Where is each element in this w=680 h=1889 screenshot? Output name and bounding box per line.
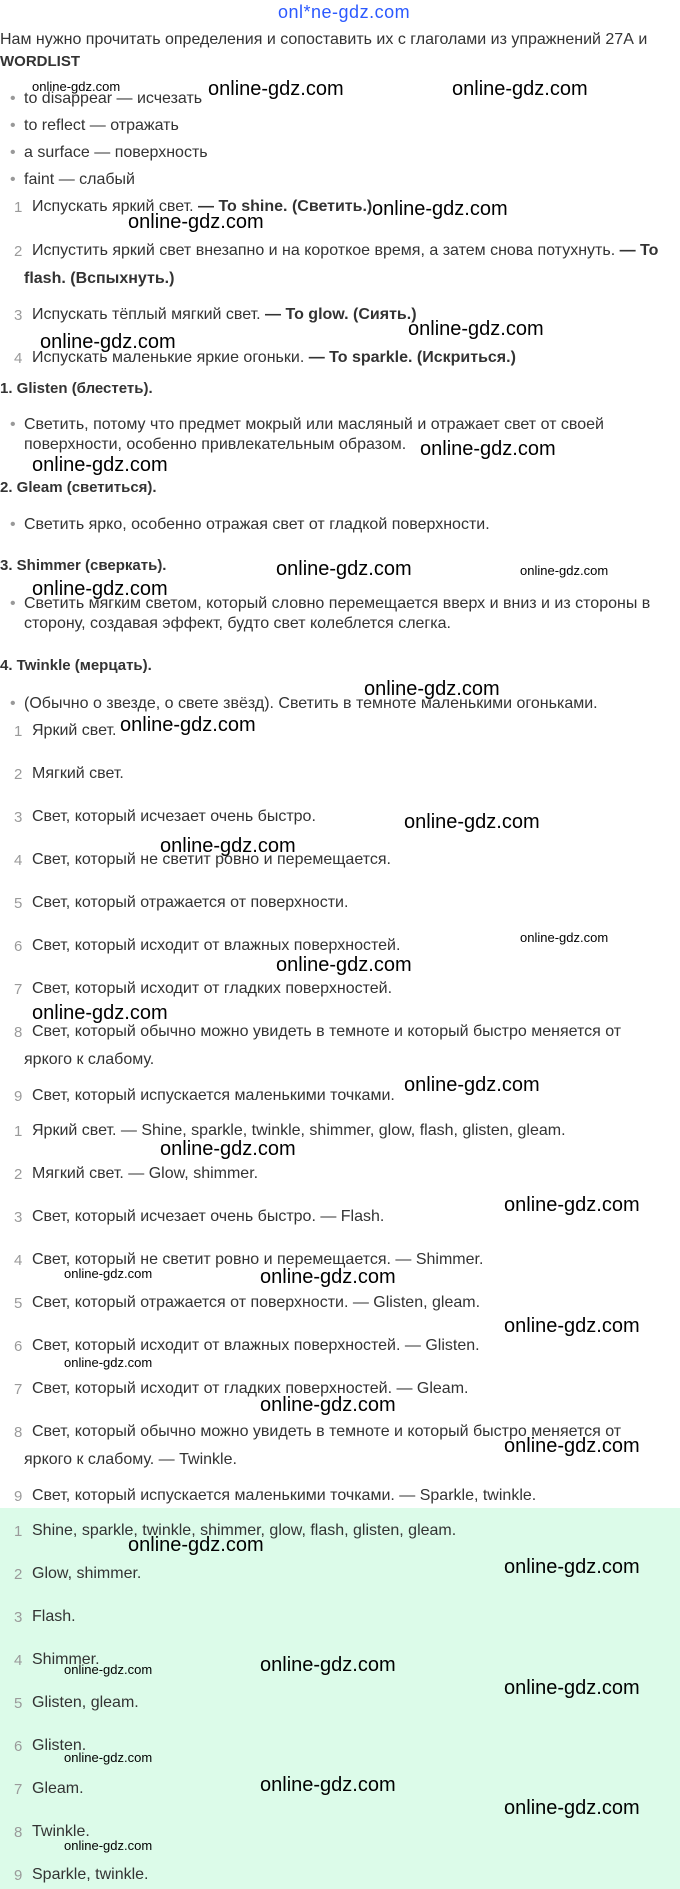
answer-item: Shine, sparkle, twinkle, shimmer, glow, flash, glisten, gleam.	[32, 1522, 457, 1539]
item-number: 8	[14, 1424, 23, 1441]
item-number: 5	[14, 895, 23, 912]
list-item: Свет, который исходит от влажных поверхностей. — Glisten.	[32, 1337, 480, 1354]
list-item: Яркий свет. — Shine, sparkle, twinkle, shimmer, glow, flash, glisten, gleam.	[32, 1122, 566, 1139]
item-number: 3	[14, 1209, 23, 1226]
item-number: 1	[14, 199, 23, 216]
watermark: online-gdz.com	[404, 1074, 540, 1096]
watermark: online-gdz.com	[64, 1266, 153, 1281]
list-item: Свет, который обычно можно увидеть в темноте и который быстро меняется от	[32, 1023, 622, 1040]
verb-heading: 4. Twinkle (мерцать).	[0, 657, 152, 674]
list-item: Свет, который обычно можно увидеть в темноте и который быстро меняется от	[32, 1423, 622, 1440]
item-text: Испускать яркий свет.	[32, 198, 194, 215]
bullet-dot: •	[10, 117, 16, 134]
list-item: Яркий свет.	[32, 722, 117, 739]
item-number: 1	[14, 1123, 23, 1140]
intro-text: Нам нужно прочитать определения и сопоставить их с глаголами из упражнений 27А и	[0, 31, 648, 48]
bullet-dot: •	[10, 516, 16, 533]
item-number: 7	[14, 1781, 23, 1798]
item-number: 3	[14, 1609, 23, 1626]
item-number: 3	[14, 809, 23, 826]
item-number: 9	[14, 1867, 23, 1884]
list-item: a surface — поверхность	[24, 144, 208, 161]
watermark: online-gdz.com	[120, 714, 256, 736]
item-number: 9	[14, 1488, 23, 1505]
item-text: Испускать маленькие яркие огоньки.	[32, 349, 305, 366]
watermark: online-gdz.com	[32, 79, 121, 94]
bullet-dot: •	[10, 90, 16, 107]
list-item: Мягкий свет.	[32, 765, 124, 782]
list-item: faint — слабый	[24, 171, 135, 188]
watermark: online-gdz.com	[32, 1002, 168, 1024]
bullet-dot: •	[10, 595, 16, 612]
intro-wordlist: WORDLIST	[0, 53, 80, 70]
list-item	[32, 237, 658, 265]
watermark: online-gdz.com	[364, 678, 500, 700]
watermark: online-gdz.com	[504, 1677, 640, 1699]
answer-item: Shimmer.	[32, 1651, 100, 1668]
answer-item: Gleam.	[32, 1780, 84, 1797]
list-item: Свет, который исчезает очень быстро. — Flash.	[32, 1208, 385, 1225]
watermark: online-gdz.com	[276, 558, 412, 580]
verb-definition: (Обычно о звезде, о свете звёзд). Светить в темноте маленькими огоньками.	[24, 695, 598, 712]
watermark: online-gdz.com	[504, 1556, 640, 1578]
watermark: online-gdz.com	[408, 318, 544, 340]
item-number: 9	[14, 1088, 23, 1105]
item-number: 4	[14, 852, 23, 869]
watermark: online-gdz.com	[504, 1435, 640, 1457]
verb-definition-cont: поверхности, особенно привлекательным образом.	[24, 436, 407, 453]
watermark: online-gdz.com	[64, 1355, 153, 1370]
verb-definition-cont: сторону, создавая эффект, будто свет колеблется слегка.	[24, 615, 451, 632]
watermark: online-gdz.com	[504, 1194, 640, 1216]
item-answer: — To	[615, 242, 659, 259]
item-number: 4	[14, 1652, 23, 1669]
watermark: online-gdz.com	[520, 563, 609, 578]
item-number: 2	[14, 243, 23, 260]
item-answer-cont: flash. (Вспыхнуть.)	[24, 270, 175, 287]
item-number: 1	[14, 1523, 23, 1540]
watermark: online-gdz.com	[372, 198, 508, 220]
answer-item: Glisten, gleam.	[32, 1694, 139, 1711]
answer-item: Sparkle, twinkle.	[32, 1866, 149, 1883]
item-answer: — To shine. (Светить.)	[193, 198, 373, 215]
watermark: online-gdz.com	[404, 811, 540, 833]
item-number: 5	[14, 1295, 23, 1312]
item-answer: — To glow. (Сиять.)	[260, 306, 417, 323]
verb-heading: 1. Glisten (блестеть).	[0, 380, 153, 397]
watermark: online-gdz.com	[208, 78, 344, 100]
list-item: Мягкий свет. — Glow, shimmer.	[32, 1165, 259, 1182]
item-text: Испустить яркий свет внезапно и на короткое время, а затем снова потухнуть.	[32, 242, 616, 259]
item-number: 4	[14, 350, 23, 367]
answer-item: Flash.	[32, 1608, 76, 1625]
watermark: online-gdz.com	[64, 1662, 153, 1677]
list-item: to reflect — отражать	[24, 117, 179, 134]
bullet-dot: •	[10, 416, 16, 433]
item-number: 6	[14, 1338, 23, 1355]
watermark: online-gdz.com	[64, 1838, 153, 1853]
verb-definition: Светить мягким светом, который словно перемещается вверх и вниз и из стороны в	[24, 595, 651, 612]
item-number: 2	[14, 1166, 23, 1183]
watermark: online-gdz.com	[504, 1797, 640, 1819]
list-item: Свет, который исчезает очень быстро.	[32, 808, 316, 825]
watermark: online-gdz.com	[260, 1394, 396, 1416]
list-item: Свет, который испускается маленькими точками. — Sparkle, twinkle.	[32, 1487, 537, 1504]
list-item: Свет, который испускается маленькими точками.	[32, 1087, 395, 1104]
item-number: 4	[14, 1252, 23, 1269]
watermark: online-gdz.com	[260, 1654, 396, 1676]
item-number: 8	[14, 1824, 23, 1841]
verb-definition: Светить ярко, особенно отражая свет от гладкой поверхности.	[24, 516, 490, 533]
item-number: 5	[14, 1695, 23, 1712]
watermark: online-gdz.com	[260, 1266, 396, 1288]
site-logo[interactable]: onl*ne-gdz.com	[278, 2, 411, 22]
list-item: Свет, который исходит от гладких поверхностей.	[32, 980, 393, 997]
item-number: 3	[14, 307, 23, 324]
item-number: 6	[14, 1738, 23, 1755]
item-number: 7	[14, 981, 23, 998]
item-number: 1	[14, 723, 23, 740]
list-item: Свет, который не светит ровно и перемещается.	[32, 851, 391, 868]
watermark: online-gdz.com	[32, 578, 168, 600]
watermark: online-gdz.com	[160, 1138, 296, 1160]
watermark: online-gdz.com	[504, 1315, 640, 1337]
list-item-cont: яркого к слабому. — Twinkle.	[24, 1451, 237, 1468]
list-item-cont: яркого к слабому.	[24, 1051, 155, 1068]
verb-heading: 2. Gleam (светиться).	[0, 479, 157, 496]
item-answer: — To sparkle. (Искриться.)	[304, 349, 516, 366]
item-text: Испускать тёплый мягкий свет.	[32, 306, 261, 323]
verb-heading: 3. Shimmer (сверкать).	[0, 557, 167, 574]
list-item: Свет, который отражается от поверхности.	[32, 894, 349, 911]
list-item: to disappear — исчезать	[24, 90, 203, 107]
watermark: online-gdz.com	[128, 1534, 264, 1556]
watermark: online-gdz.com	[160, 835, 296, 857]
answer-item: Twinkle.	[32, 1823, 90, 1840]
list-item: Свет, который исходит от влажных поверхностей.	[32, 937, 401, 954]
watermark: online-gdz.com	[260, 1774, 396, 1796]
bullet-dot: •	[10, 144, 16, 161]
watermark: online-gdz.com	[40, 331, 176, 353]
watermark: online-gdz.com	[32, 454, 168, 476]
bullet-dot: •	[10, 171, 16, 188]
watermark: online-gdz.com	[420, 438, 556, 460]
item-number: 7	[14, 1381, 23, 1398]
watermark: online-gdz.com	[520, 930, 609, 945]
item-number: 8	[14, 1024, 23, 1041]
list-item: Свет, который отражается от поверхности. — Glisten, gleam.	[32, 1294, 481, 1311]
watermark: online-gdz.com	[276, 954, 412, 976]
list-item: Свет, который не светит ровно и перемещается. — Shimmer.	[32, 1251, 484, 1268]
watermark: online-gdz.com	[452, 78, 588, 100]
answer-item: Glisten.	[32, 1737, 87, 1754]
list-item: Свет, который исходит от гладких поверхностей. — Gleam.	[32, 1380, 469, 1397]
item-number: 6	[14, 938, 23, 955]
item-number: 2	[14, 766, 23, 783]
verb-definition: Светить, потому что предмет мокрый или масляный и отражает свет от своей	[24, 416, 604, 433]
bullet-dot: •	[10, 695, 16, 712]
list-item	[32, 301, 417, 329]
item-number: 2	[14, 1566, 23, 1583]
watermark: online-gdz.com	[128, 211, 264, 233]
watermark: online-gdz.com	[64, 1750, 153, 1765]
answer-item: Glow, shimmer.	[32, 1565, 142, 1582]
